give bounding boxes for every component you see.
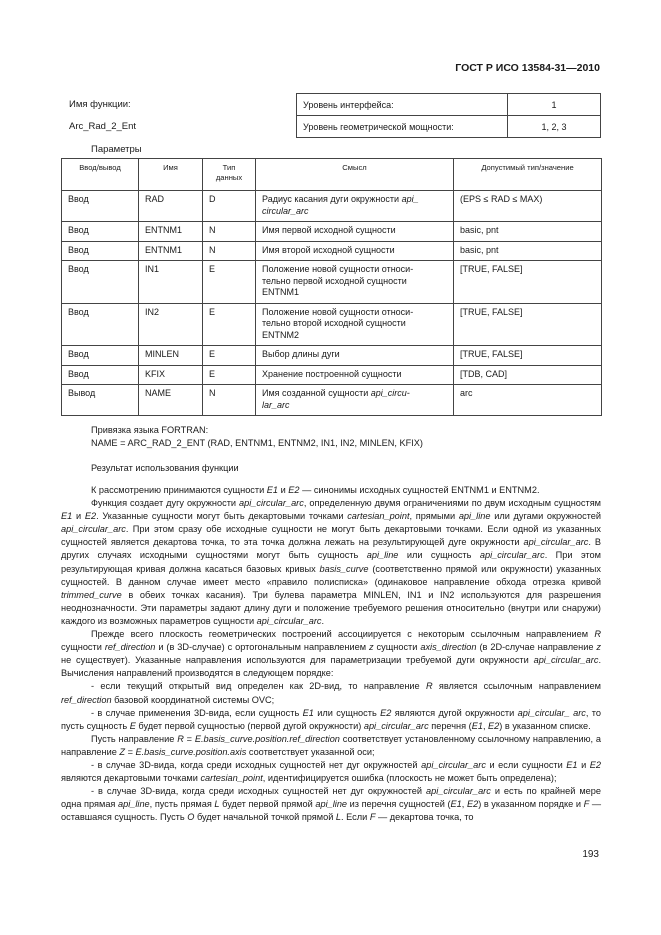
- paragraph: К рассмотрению принимаются сущности E1 и E2 — синонимы исходных сущностей ENTNM1 и ENTNM2.: [91, 485, 540, 495]
- table-cell: E: [203, 346, 256, 366]
- table-cell: Положение новой сущности относи- тельно второй исходной сущности ENTNM2: [256, 303, 454, 346]
- table-cell: IN2: [139, 303, 203, 346]
- table-cell: Ввод: [62, 191, 139, 222]
- table-row: [62, 241, 602, 261]
- table-cell: E: [203, 303, 256, 346]
- table-cell: E: [203, 365, 256, 385]
- paragraph: - в случае применения 3D-вида, если сущность E1 или сущность E2 являются дугой окружности api_circular_ arc, то пусть сущность E будет первой сущностью (первой дугой окружности) api_circular_arc перечня (E1, E2) в указанном списке.: [61, 707, 601, 731]
- table-cell: Выбор длины дуги: [256, 346, 454, 366]
- binding-line-2: NAME = ARC_RAD_2_ENT (RAD, ENTNM1, ENTNM2, IN1, IN2, MINLEN, KFIX): [91, 438, 423, 449]
- table-cell: D: [203, 191, 256, 222]
- table-cell: [TDB, CAD]: [454, 365, 602, 385]
- binding-block: [61, 424, 601, 450]
- table-cell: [TRUE, FALSE]: [454, 261, 602, 304]
- table-row: [62, 261, 602, 304]
- table-row: [62, 303, 602, 346]
- column-header: Смысл: [256, 159, 454, 191]
- table-cell: IN1: [139, 261, 203, 304]
- table-cell: [TRUE, FALSE]: [454, 346, 602, 366]
- table-cell: N: [203, 385, 256, 416]
- paragraph: Функция создает дугу окружности api_circular_arc, определенную двумя ограничениями по двум исходным сущностям E1 и E2. Указанные сущности могут быть декартовыми точками cartesian_point, прямыми api_line или дугами окружностей api_circular_arc. При этом сразу обе исходные сущности не могут быть декартовыми точками. Если одной из указанных сущностей является декартова точка, то эта точка должна лежать на результирующей дуге окружности api_circular_arc. В других случаях исходными сущностями могут быть сущность api_line или сущность api_circular_arc. При этом результирующая кривая должна касаться базовых кривых basis_curve (соответственно прямой или окружности) указанных сущностей. В данном случае имеет место «правило полисписка» (одинаковое направление обхода отрезка кривой trimmed_curve в обеих точках касания). Три булева параметра MINLEN, IN1 и IN2 используются для разрешения неоднозначности. Эти параметры задают длину дуги и положение требуемого решения относительно (внутри или снаружи) каждого из возможных параметров сущности api_circular_arc.: [61, 498, 602, 626]
- interface-level-table: [296, 93, 601, 138]
- table-cell: basic, pnt: [454, 241, 602, 261]
- table-row: [62, 222, 602, 242]
- table-cell: Ввод: [62, 261, 139, 304]
- interface-level-label: Уровень интерфейса:: [297, 94, 508, 116]
- paragraph: Прежде всего плоскость геометрических построений ассоциируется с некоторым ссылочным направлением R сущности ref_direction и (в 3D-случае) с ортогональным направлением z сущности axis_direction (в 2D-случае направление z не существует). Указанные направления используются для параметризации требуемой дуги окружности api_circular_arc. Вычисления направлений производятся в следующем порядке:: [61, 629, 602, 679]
- table-cell: Хранение построенной сущности: [256, 365, 454, 385]
- table-cell: Радиус касания дуги окружности api_ circular_arc: [256, 191, 454, 222]
- table-cell: Ввод: [62, 365, 139, 385]
- table-cell: ENTNM1: [139, 222, 203, 242]
- table-row: [62, 346, 602, 366]
- table-cell: basic, pnt: [454, 222, 602, 242]
- column-header: Тип данных: [203, 159, 256, 191]
- table-cell: Вывод: [62, 385, 139, 416]
- table-cell: NAME: [139, 385, 203, 416]
- paragraph: - в случае 3D-вида, когда среди исходных сущностей нет дуг окружностей api_circular_arc и есть по крайней мере одна прямая api_line, пусть прямая L будет первой прямой api_line из перечня сущностей (E1, E2) в указанном порядке и F — оставшаяся сущность. Пусть O будет начальной точкой прямой L. Если F — декартова точка, то: [61, 786, 602, 823]
- column-header: Ввод/вывод: [62, 159, 139, 191]
- binding-line-1: Привязка языка FORTRAN:: [91, 425, 209, 435]
- function-name-label: Имя функции:: [69, 99, 131, 110]
- standard-header: ГОСТ Р ИСО 13584-31—2010: [455, 62, 600, 74]
- column-header: Допустимый тип/значение: [454, 159, 602, 191]
- result-heading-block: [61, 462, 601, 475]
- table-cell: E: [203, 261, 256, 304]
- paragraph: - в случае 3D-вида, когда среди исходных сущностей нет дуг окружностей api_circular_arc и если сущности E1 и E2 являются декартовыми точками cartesian_point, идентифицируется ошибка (плоскость не может быть определена);: [61, 759, 601, 784]
- table-row: [62, 385, 602, 416]
- result-heading: Результат использования функции: [91, 463, 239, 473]
- function-name-value: Arc_Rad_2_Ent: [69, 121, 137, 132]
- parameters-label: Параметры: [91, 144, 142, 155]
- table-cell: KFIX: [139, 365, 203, 385]
- table-cell: (EPS ≤ RAD ≤ MAX): [454, 191, 602, 222]
- column-header: Имя: [139, 159, 203, 191]
- table-cell: Имя второй исходной сущности: [256, 241, 454, 261]
- table-cell: N: [203, 241, 256, 261]
- table-cell: Ввод: [62, 241, 139, 261]
- table-row: [62, 365, 602, 385]
- parameters-table: [61, 158, 602, 416]
- body-text: [61, 484, 601, 824]
- table-cell: Положение новой сущности относи- тельно первой исходной сущности ENTNM1: [256, 261, 454, 304]
- table-cell: [TRUE, FALSE]: [454, 303, 602, 346]
- table-row: [62, 191, 602, 222]
- table-cell: Ввод: [62, 303, 139, 346]
- table-cell: Ввод: [62, 222, 139, 242]
- table-cell: arc: [454, 385, 602, 416]
- table-cell: ENTNM1: [139, 241, 203, 261]
- table-cell: Ввод: [62, 346, 139, 366]
- paragraph: Пусть направление R = E.basis_curve.position.ref_direction соответствует установленному ссылочному направлению, а направление Z = E.basis_curve.position.axis соответствует указанной оси;: [61, 733, 601, 757]
- table-cell: N: [203, 222, 256, 242]
- geometric-power-label: Уровень геометрической мощности:: [297, 116, 508, 138]
- table-cell: Имя первой исходной сущности: [256, 222, 454, 242]
- paragraph: - если текущий открытый вид определен как 2D-вид, то направление R является ссылочным направлением ref_direction базовой координатной системы OVC;: [61, 681, 601, 705]
- table-cell: RAD: [139, 191, 203, 222]
- parameters-header-row: [62, 159, 602, 191]
- geometric-power-value: 1, 2, 3: [508, 116, 601, 138]
- interface-level-value: 1: [508, 94, 601, 116]
- table-cell: MINLEN: [139, 346, 203, 366]
- page-number: 193: [582, 849, 599, 860]
- table-cell: Имя созданной сущности api_circu- lar_arc: [256, 385, 454, 416]
